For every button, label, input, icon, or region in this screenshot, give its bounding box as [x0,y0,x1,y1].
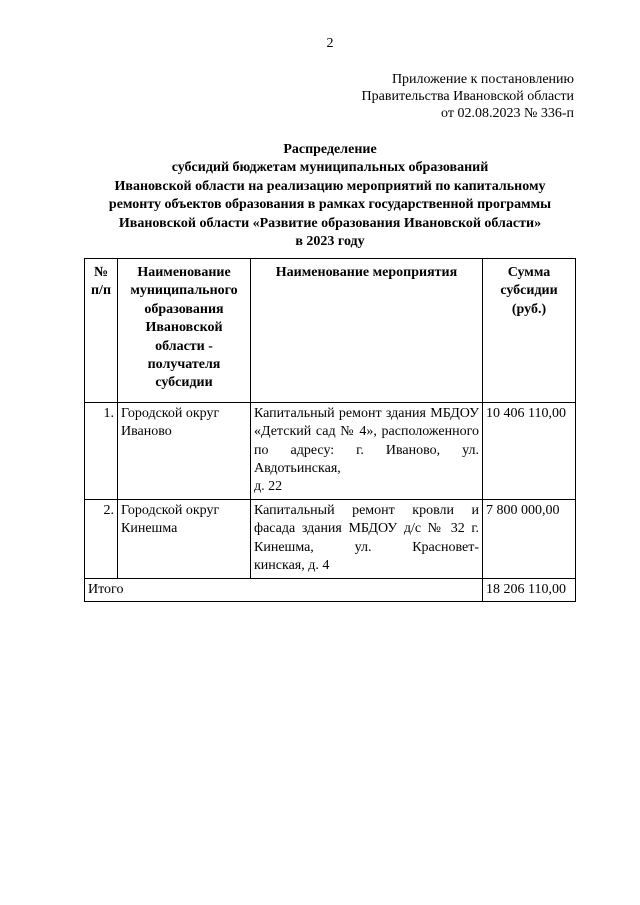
table-header-row [85,259,576,403]
title-line: Ивановской области на реализацию мероприятий по капитальному [114,178,546,194]
row-municipality: Городской округ Кинешма [118,499,251,578]
header-municipality: Наименование муниципального образования Ивановской области - получателя субсидии [118,259,251,403]
row-num: 1. [85,402,118,499]
appendix-date-number: от 02.08.2023 № 336-п [441,106,574,121]
row-amount: 7 800 000,00 [483,499,576,578]
total-amount: 18 206 110,00 [483,578,576,601]
row-measure [251,402,483,499]
appendix-line: Приложение к постановлению [391,72,574,87]
row-municipality: Городской округ Иваново [118,402,251,499]
table-row [85,499,576,578]
appendix-note [362,71,574,122]
header-num: № п/п [85,259,118,403]
header-measure: Наименование мероприятия [251,259,483,403]
row-measure-text-end: кинская, д. 4 [254,558,330,574]
row-measure-text: Капитальный ремонт кровли и фасада здания МБДОУ д/с № 32 г. Кинешма, ул. Красновет- [254,502,479,555]
page-number: 2 [326,36,334,51]
title-line: в 2023 году [295,234,365,250]
subsidy-table [84,258,576,602]
table-row [85,402,576,499]
table-total-row [85,578,576,601]
title-line: субсидий бюджетам муниципальных образований [171,160,489,176]
title-line: Распределение [283,142,377,157]
row-measure [251,499,483,578]
row-amount: 10 406 110,00 [483,402,576,499]
row-num: 2. [85,499,118,578]
row-measure-text: Капитальный ремонт здания МБДОУ «Детский сад № 4», расположенного по адресу: г. Иваново, ул. Авдотьинская, [254,405,479,477]
total-label: Итого [85,578,483,601]
document-title [84,141,576,251]
title-line: ремонту объектов образования в рамках государственной программы [108,197,552,213]
header-amount: Сумма субсидии (руб.) [483,259,576,403]
title-line: Ивановской области «Развитие образования Ивановской области» [118,215,542,231]
appendix-line: Правительства Ивановской области [361,89,574,104]
row-measure-text-end: д. 22 [254,479,283,495]
